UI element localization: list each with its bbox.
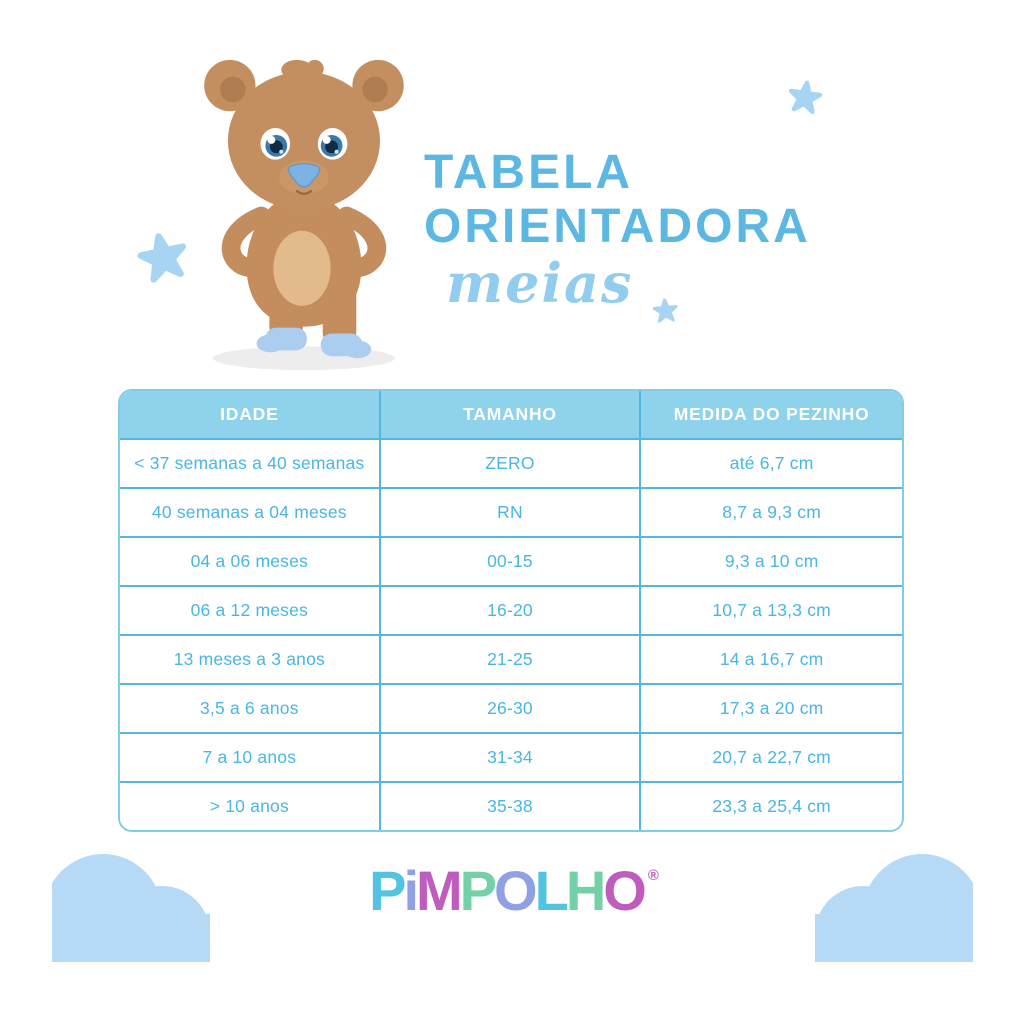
table-cell: até 6,7 cm xyxy=(641,440,902,489)
logo-letter: O xyxy=(603,859,644,922)
logo-letter: P xyxy=(459,859,495,922)
table-cell: 20,7 a 22,7 cm xyxy=(641,734,902,783)
table-cell: 9,3 a 10 cm xyxy=(641,538,902,587)
size-table xyxy=(120,391,902,830)
table-cell: 13 meses a 3 anos xyxy=(120,636,381,685)
size-table-body xyxy=(120,440,902,830)
table-cell: < 37 semanas a 40 semanas xyxy=(120,440,381,489)
table-cell: 23,3 a 25,4 cm xyxy=(641,783,902,830)
table-cell: 31-34 xyxy=(381,734,642,783)
teddy-bear-mascot xyxy=(172,50,430,376)
table-row xyxy=(120,783,902,830)
table-cell: 00-15 xyxy=(381,538,642,587)
table-row xyxy=(120,587,902,636)
table-row xyxy=(120,636,902,685)
size-table-container xyxy=(118,389,904,832)
column-header-tamanho: TAMANHO xyxy=(381,391,642,440)
logo-letter: L xyxy=(534,859,566,922)
registered-trademark-icon: ® xyxy=(647,867,659,884)
table-cell: 7 a 10 anos xyxy=(120,734,381,783)
table-row xyxy=(120,734,902,783)
title-block xyxy=(424,146,864,316)
teddy-bear-illustration xyxy=(172,50,430,376)
table-cell: 16-20 xyxy=(381,587,642,636)
table-cell: ZERO xyxy=(381,440,642,489)
size-table-header xyxy=(120,391,902,440)
logo-letter: P xyxy=(369,859,404,922)
table-cell: 26-30 xyxy=(381,685,642,734)
logo-letter: M xyxy=(416,859,460,922)
column-header-idade: IDADE xyxy=(120,391,381,440)
table-cell: 17,3 a 20 cm xyxy=(641,685,902,734)
page-title-line2: ORIENTADORA xyxy=(424,200,811,254)
cloud-icon xyxy=(52,852,210,962)
table-row xyxy=(120,538,902,587)
page-title-line1: TABELA xyxy=(424,146,634,199)
table-row xyxy=(120,685,902,734)
table-cell: RN xyxy=(381,489,642,538)
table-cell: > 10 anos xyxy=(120,783,381,830)
table-row xyxy=(120,440,902,489)
pimpolho-logo-letters xyxy=(369,859,644,922)
star-icon xyxy=(786,78,824,116)
table-row xyxy=(120,489,902,538)
table-cell: 8,7 a 9,3 cm xyxy=(641,489,902,538)
column-header-medida: MEDIDA DO PEZINHO xyxy=(641,391,902,440)
table-cell: 04 a 06 meses xyxy=(120,538,381,587)
table-cell: 21-25 xyxy=(381,636,642,685)
table-cell: 40 semanas a 04 meses xyxy=(120,489,381,538)
logo-letter: i xyxy=(403,859,417,922)
logo-letter: H xyxy=(565,859,604,922)
page-subtitle-script: meias xyxy=(446,251,634,316)
table-cell: 10,7 a 13,3 cm xyxy=(641,587,902,636)
cloud-icon xyxy=(815,852,973,962)
table-cell: 14 a 16,7 cm xyxy=(641,636,902,685)
table-cell: 3,5 a 6 anos xyxy=(120,685,381,734)
table-cell: 06 a 12 meses xyxy=(120,587,381,636)
header-row xyxy=(120,391,902,440)
logo-letter: O xyxy=(494,859,535,922)
pimpolho-logo xyxy=(369,858,659,923)
table-cell: 35-38 xyxy=(381,783,642,830)
